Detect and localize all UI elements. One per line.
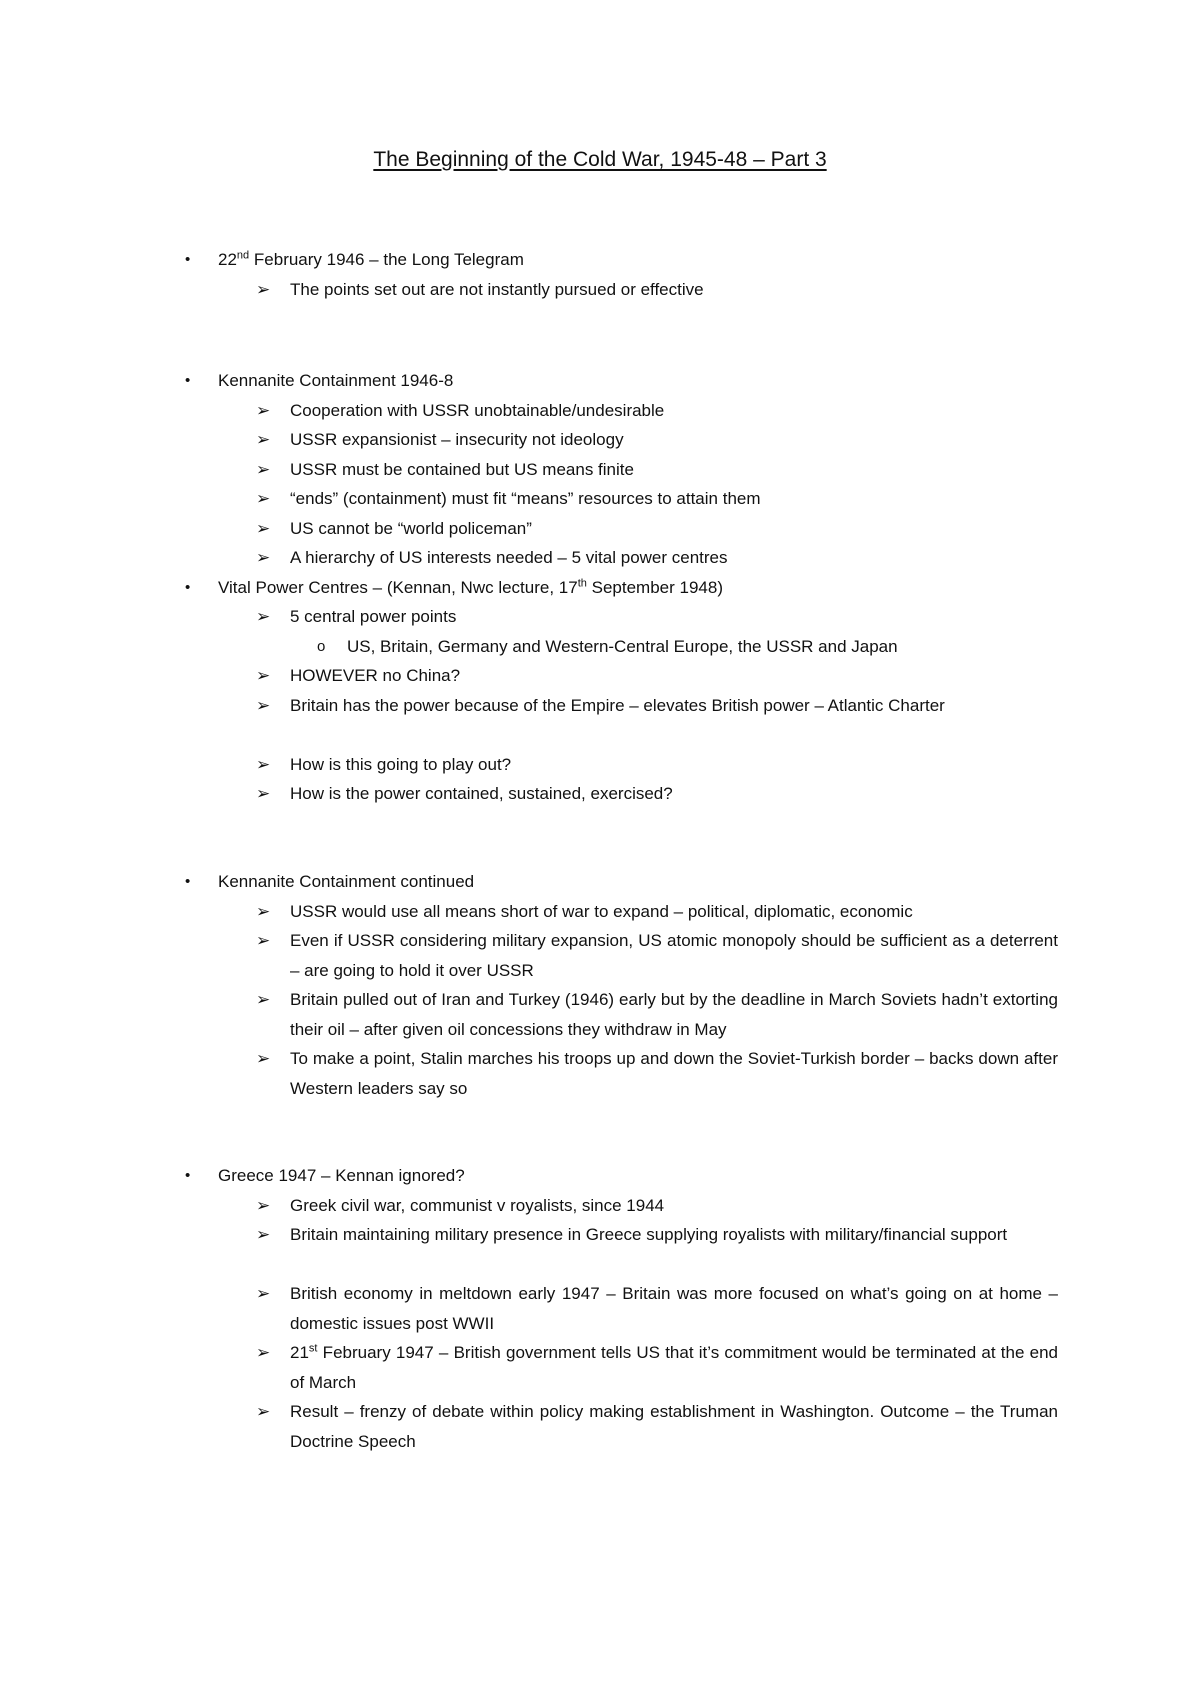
arrow-bullet-icon: ➢ — [256, 755, 271, 774]
list-item-level-2 — [256, 1191, 1058, 1221]
arrow-bullet-icon: ➢ — [256, 1402, 271, 1421]
document-title: The Beginning of the Cold War, 1945-48 – Part 3 — [373, 148, 827, 171]
arrow-bullet-icon: ➢ — [256, 696, 271, 715]
list-item-text: Cooperation with USSR unobtainable/undesirable — [290, 401, 665, 420]
list-item-level-2 — [256, 602, 1058, 632]
bullet-icon: • — [185, 251, 191, 268]
list-item-text — [290, 1343, 1058, 1392]
list-item-level-2 — [256, 1397, 1058, 1456]
list-item-text-start: Vital Power Centres – (Kennan, Nwc lecture, 17 — [218, 578, 578, 597]
list-item-text: HOWEVER no China? — [290, 666, 461, 685]
arrow-bullet-icon: ➢ — [256, 1049, 271, 1068]
arrow-bullet-icon: ➢ — [256, 990, 271, 1009]
arrow-bullet-icon: ➢ — [256, 401, 271, 420]
list-item-text: How is the power contained, sustained, exercised? — [290, 784, 673, 803]
arrow-bullet-icon: ➢ — [256, 489, 271, 508]
arrow-bullet-icon: ➢ — [256, 1284, 271, 1303]
list-item-text — [218, 578, 723, 597]
list-item-level-2 — [256, 1279, 1058, 1338]
bullet-icon: • — [185, 873, 191, 890]
list-item-level-2 — [256, 926, 1058, 985]
list-item-text: “ends” (containment) must fit “means” resources to attain them — [290, 489, 761, 508]
list-item-text: Greece 1947 – Kennan ignored? — [218, 1166, 465, 1185]
list-item-text: Greek civil war, communist v royalists, since 1944 — [290, 1196, 665, 1215]
list-item-level-1 — [185, 573, 1058, 603]
list-item-level-2 — [256, 661, 1058, 691]
list-item-text: Kennanite Containment continued — [218, 872, 475, 891]
arrow-bullet-icon: ➢ — [256, 784, 271, 803]
list-item-text: Britain pulled out of Iran and Turkey (1946) early but by the deadline in March Soviets hadn’t extorting their oil – after given oil concessions they withdraw in May — [290, 990, 1058, 1039]
list-item-level-1 — [185, 245, 1058, 275]
arrow-bullet-icon: ➢ — [256, 430, 271, 449]
list-item-text: How is this going to play out? — [290, 755, 512, 774]
list-item-text: US, Britain, Germany and Western-Central Europe, the USSR and Japan — [347, 637, 898, 656]
arrow-bullet-icon: ➢ — [256, 548, 271, 567]
list-item-level-2 — [256, 1338, 1058, 1397]
list-item-level-2 — [256, 750, 1058, 780]
arrow-bullet-icon: ➢ — [256, 460, 271, 479]
list-item-text: A hierarchy of US interests needed – 5 vital power centres — [290, 548, 728, 567]
circle-bullet-icon: o — [317, 638, 326, 655]
list-item-text: Britain has the power because of the Empire – elevates British power – Atlantic Charter — [290, 696, 945, 715]
list-item-level-2 — [256, 543, 1058, 573]
list-item-level-2 — [256, 985, 1058, 1044]
list-item-text: USSR expansionist – insecurity not ideology — [290, 430, 624, 449]
list-item-level-2 — [256, 396, 1058, 426]
list-item-level-2 — [256, 1220, 1058, 1250]
list-item-level-2 — [256, 455, 1058, 485]
list-item-text: Kennanite Containment 1946-8 — [218, 371, 454, 390]
list-item-text — [218, 250, 524, 269]
arrow-bullet-icon: ➢ — [256, 666, 271, 685]
arrow-bullet-icon: ➢ — [256, 1225, 271, 1244]
list-item-text: US cannot be “world policeman” — [290, 519, 532, 538]
ordinal-suffix: st — [308, 1342, 318, 1355]
ordinal-suffix: nd — [236, 249, 250, 262]
list-item-text-start: 22 — [218, 250, 237, 269]
list-item-text: British economy in meltdown early 1947 – Britain was more focused on what’s going on at home – domestic issues post WWII — [290, 1284, 1058, 1333]
arrow-bullet-icon: ➢ — [256, 931, 271, 950]
list-item-level-2 — [256, 1044, 1058, 1103]
list-item-text-end: September 1948) — [586, 578, 723, 597]
list-item-text: Britain maintaining military presence in Greece supplying royalists with military/financial support — [290, 1225, 1008, 1244]
list-item-text: USSR must be contained but US means finite — [290, 460, 634, 479]
bullet-icon: • — [185, 1167, 191, 1184]
list-item-level-2 — [256, 425, 1058, 455]
list-item-text: To make a point, Stalin marches his troops up and down the Soviet-Turkish border – backs down after Western leaders say so — [290, 1049, 1058, 1098]
list-item-text: Result – frenzy of debate within policy making establishment in Washington. Outcome – the Truman Doctrine Speech — [290, 1402, 1058, 1451]
arrow-bullet-icon: ➢ — [256, 902, 271, 921]
list-item-text: The points set out are not instantly pursued or effective — [290, 280, 704, 299]
list-item-level-1 — [185, 867, 1058, 897]
arrow-bullet-icon: ➢ — [256, 519, 271, 538]
list-item-level-1 — [185, 1161, 1058, 1191]
list-item-level-2 — [256, 484, 1058, 514]
list-item-text-end: February 1947 – British government tells US that it’s commitment would be terminated at the end of March — [290, 1343, 1058, 1392]
ordinal-suffix: th — [577, 577, 587, 590]
bullet-icon: • — [185, 372, 191, 389]
list-item-level-2 — [256, 779, 1058, 809]
list-item-text: 5 central power points — [290, 607, 457, 626]
list-item-level-1 — [185, 366, 1058, 396]
list-item-level-2 — [256, 514, 1058, 544]
arrow-bullet-icon: ➢ — [256, 1343, 271, 1362]
bullet-icon: • — [185, 579, 191, 596]
list-item-text-start: 21 — [290, 1343, 309, 1362]
list-item-text: USSR would use all means short of war to expand – political, diplomatic, economic — [290, 902, 913, 921]
list-item-level-2 — [256, 897, 1058, 927]
arrow-bullet-icon: ➢ — [256, 1196, 271, 1215]
arrow-bullet-icon: ➢ — [256, 607, 271, 626]
list-item-text-end: February 1946 – the Long Telegram — [249, 250, 524, 269]
list-item-level-3 — [317, 632, 1058, 662]
list-item-level-2 — [256, 691, 1058, 721]
list-item-text: Even if USSR considering military expansion, US atomic monopoly should be sufficient as a deterrent – are going to hold it over USSR — [290, 931, 1058, 980]
list-item-level-2 — [256, 275, 1058, 305]
arrow-bullet-icon: ➢ — [256, 280, 271, 299]
